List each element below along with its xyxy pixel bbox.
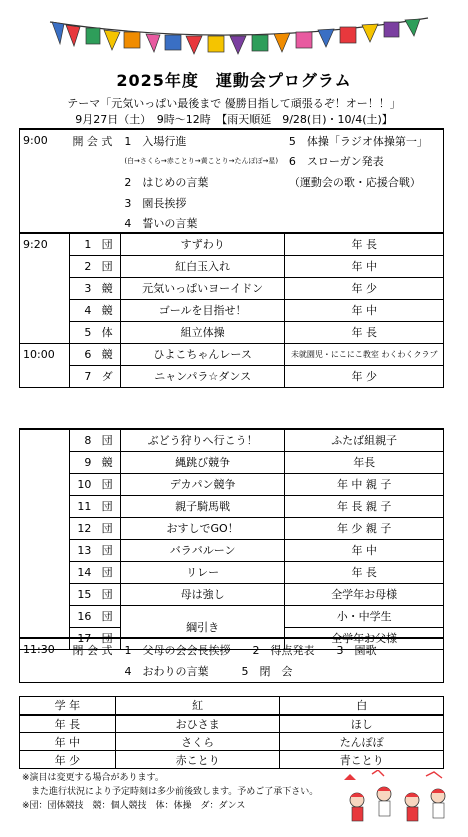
program-number: 17 bbox=[69, 627, 94, 649]
program-name: ニャンパラ☆ダンス bbox=[120, 365, 285, 387]
team-row bbox=[20, 733, 444, 751]
opening-item: 誓いの言葉 bbox=[142, 216, 198, 230]
program-time bbox=[20, 255, 70, 277]
page-title: 2025年度 運動会プログラム bbox=[116, 71, 352, 90]
closing-label: 閉 会 式 bbox=[72, 643, 113, 657]
program-type: 団 bbox=[94, 627, 120, 649]
program-number: 3 bbox=[69, 277, 94, 299]
program-number: 4 bbox=[69, 299, 94, 321]
note-line: また進行状況により予定時刻は多少前後致します。予めご了承下さい。 bbox=[22, 787, 319, 797]
program-row bbox=[20, 277, 444, 299]
program-name: ゴールを目指せ！ bbox=[120, 299, 285, 321]
team-white: たんぽぽ bbox=[280, 733, 444, 751]
program-row bbox=[20, 255, 444, 277]
program-number: 15 bbox=[69, 583, 94, 605]
program-row bbox=[20, 539, 444, 561]
closing-items-2: 4 おわりの言葉 5 閉 会 bbox=[122, 660, 444, 682]
program-grade: ふたば組親子 bbox=[285, 429, 444, 451]
program-time bbox=[20, 561, 70, 583]
team-row bbox=[20, 751, 444, 769]
program-grade: 小・中学生 bbox=[285, 605, 444, 627]
opening-label: 開 会 式 bbox=[72, 134, 113, 148]
program-row bbox=[20, 299, 444, 321]
program-row bbox=[20, 583, 444, 605]
opening-item-num: 5 bbox=[288, 134, 296, 148]
opening-item: 体操「ラジオ体操第一」 bbox=[306, 134, 428, 148]
team-red: おひさま bbox=[115, 715, 280, 733]
closing-ceremony-table bbox=[19, 637, 444, 683]
program-number: 13 bbox=[69, 539, 94, 561]
program-grade: 全学年お母様 bbox=[285, 583, 444, 605]
program-type: 団 bbox=[94, 495, 120, 517]
program-row bbox=[20, 561, 444, 583]
program-name: リレー bbox=[120, 561, 285, 583]
team-table bbox=[19, 696, 444, 769]
program-number: 7 bbox=[69, 365, 94, 387]
program-name: デカパン競争 bbox=[120, 473, 285, 495]
program-type: 体 bbox=[94, 321, 120, 343]
team-header-white: 白 bbox=[280, 697, 444, 715]
program-time bbox=[20, 605, 70, 627]
program-time bbox=[20, 429, 70, 451]
program-number: 12 bbox=[69, 517, 94, 539]
program-row bbox=[20, 321, 444, 343]
program-grade: 年 少 bbox=[285, 277, 444, 299]
program-time bbox=[20, 321, 70, 343]
program-row bbox=[20, 343, 444, 365]
opening-item: 入場行進 bbox=[142, 134, 187, 148]
team-white: ほし bbox=[280, 715, 444, 733]
program-name: すずわり bbox=[120, 233, 285, 255]
program-time bbox=[20, 539, 70, 561]
program-row bbox=[20, 429, 444, 451]
program-grade: 未就園児・にこにこ教室 わくわくクラブ bbox=[285, 343, 444, 365]
program-number: 10 bbox=[69, 473, 94, 495]
note-line: ※演目は変更する場合があります。 bbox=[22, 773, 164, 783]
program-name: ぶどう狩りへ行こう！ bbox=[120, 429, 285, 451]
program-grade: 年 中 bbox=[285, 299, 444, 321]
program-name: 綱引き bbox=[120, 605, 285, 649]
program-time bbox=[20, 277, 70, 299]
program-number: 11 bbox=[69, 495, 94, 517]
program-name: おすしでGO！ bbox=[120, 517, 285, 539]
program-type: 団 bbox=[94, 429, 120, 451]
program-type: 団 bbox=[94, 605, 120, 627]
opening-item: スローガン発表 bbox=[306, 155, 384, 168]
program-time bbox=[20, 299, 70, 321]
team-grade: 年 中 bbox=[20, 733, 116, 751]
notes bbox=[22, 771, 318, 813]
opening-ceremony-table bbox=[19, 128, 444, 234]
march-order: (白→さくら→赤ことり→黄ことり→たんぽぽ→星) bbox=[124, 157, 279, 165]
program-name: 縄跳び競争 bbox=[120, 451, 285, 473]
program-type: 競 bbox=[94, 277, 120, 299]
program-grade: 年 中 bbox=[285, 539, 444, 561]
program-time bbox=[20, 365, 70, 387]
opening-time: 9:00 bbox=[23, 134, 48, 147]
program-type: 団 bbox=[94, 233, 120, 255]
team-grade: 年 少 bbox=[20, 751, 116, 769]
program-name: バラバルーン bbox=[120, 539, 285, 561]
program-name: 組立体操 bbox=[120, 321, 285, 343]
opening-item: 園長挨拶 bbox=[142, 197, 187, 210]
program-time: 10:00 bbox=[20, 343, 70, 365]
program-grade: 年 長 bbox=[285, 321, 444, 343]
team-row bbox=[20, 715, 444, 733]
program-grade: 年 長 親 子 bbox=[285, 495, 444, 517]
program-grade: 年 長 bbox=[285, 561, 444, 583]
opening-item-num: 1 bbox=[124, 134, 132, 148]
program-time: 9:20 bbox=[20, 233, 70, 255]
program-table-b bbox=[19, 428, 444, 650]
opening-item-num: 2 bbox=[124, 176, 132, 189]
program-grade: 年 長 bbox=[285, 233, 444, 255]
opening-item-num: 6 bbox=[288, 155, 296, 168]
program-name: 親子騎馬戦 bbox=[120, 495, 285, 517]
program-type: 団 bbox=[94, 255, 120, 277]
team-header-grade: 学 年 bbox=[20, 697, 116, 715]
program-name: 紅白玉入れ bbox=[120, 255, 285, 277]
program-number: 16 bbox=[69, 605, 94, 627]
program-number: 14 bbox=[69, 561, 94, 583]
program-row bbox=[20, 365, 444, 387]
program-table-a bbox=[19, 232, 444, 388]
program-type: 競 bbox=[94, 299, 120, 321]
program-grade: 年長 bbox=[285, 451, 444, 473]
program-row bbox=[20, 473, 444, 495]
children-illustration bbox=[342, 770, 452, 832]
program-name: ひよこちゃんレース bbox=[120, 343, 285, 365]
note-line: ※団：団体競技 競：個人競技 体：体操 ダ：ダンス bbox=[22, 801, 246, 811]
program-type: 競 bbox=[94, 451, 120, 473]
team-red: 赤ことり bbox=[115, 751, 280, 769]
program-row bbox=[20, 451, 444, 473]
team-white: 青ことり bbox=[280, 751, 444, 769]
program-number: 1 bbox=[69, 233, 94, 255]
program-grade: 年 少 bbox=[285, 365, 444, 387]
program-grade: 全学年お父様 bbox=[285, 627, 444, 649]
opening-item-num: 3 bbox=[124, 197, 132, 210]
program-number: 9 bbox=[69, 451, 94, 473]
program-number: 2 bbox=[69, 255, 94, 277]
program-number: 6 bbox=[69, 343, 94, 365]
program-type: 団 bbox=[94, 583, 120, 605]
bunting-decoration bbox=[0, 0, 468, 60]
opening-item-sub: （運動会の歌・応援合戦） bbox=[288, 176, 421, 189]
opening-item: はじめの言葉 bbox=[142, 176, 209, 189]
program-grade: 年 中 bbox=[285, 255, 444, 277]
program-row bbox=[20, 495, 444, 517]
program-type: 競 bbox=[94, 343, 120, 365]
program-time bbox=[20, 451, 70, 473]
closing-time: 11:30 bbox=[20, 638, 70, 660]
program-grade: 年 少 親 子 bbox=[285, 517, 444, 539]
program-grade: 年 中 親 子 bbox=[285, 473, 444, 495]
program-name: 元気いっぱいヨーイドン bbox=[120, 277, 285, 299]
program-row bbox=[20, 517, 444, 539]
team-grade: 年 長 bbox=[20, 715, 116, 733]
program-type: 団 bbox=[94, 561, 120, 583]
program-time bbox=[20, 583, 70, 605]
theme-text: テーマ「元気いっぱい最後まで 優勝目指して頑張るぞ！オー！！」 bbox=[67, 97, 401, 110]
closing-items-1: 1 父母の会会長挨拶 2 得点発表 3 園歌 bbox=[122, 638, 444, 660]
opening-item-num: 4 bbox=[124, 216, 132, 230]
team-red: さくら bbox=[115, 733, 280, 751]
program-row bbox=[20, 233, 444, 255]
program-type: 団 bbox=[94, 517, 120, 539]
program-row bbox=[20, 605, 444, 627]
program-time bbox=[20, 517, 70, 539]
program-name: 母は強し bbox=[120, 583, 285, 605]
program-type: 団 bbox=[94, 539, 120, 561]
team-header-red: 紅 bbox=[115, 697, 280, 715]
program-time bbox=[20, 495, 70, 517]
program-time bbox=[20, 473, 70, 495]
event-date: 9月27日（土） 9時〜12時 【雨天順延 9/28(日)・10/4(土)】 bbox=[75, 113, 393, 126]
program-type: ダ bbox=[94, 365, 120, 387]
program-type: 団 bbox=[94, 473, 120, 495]
program-number: 8 bbox=[69, 429, 94, 451]
program-number: 5 bbox=[69, 321, 94, 343]
